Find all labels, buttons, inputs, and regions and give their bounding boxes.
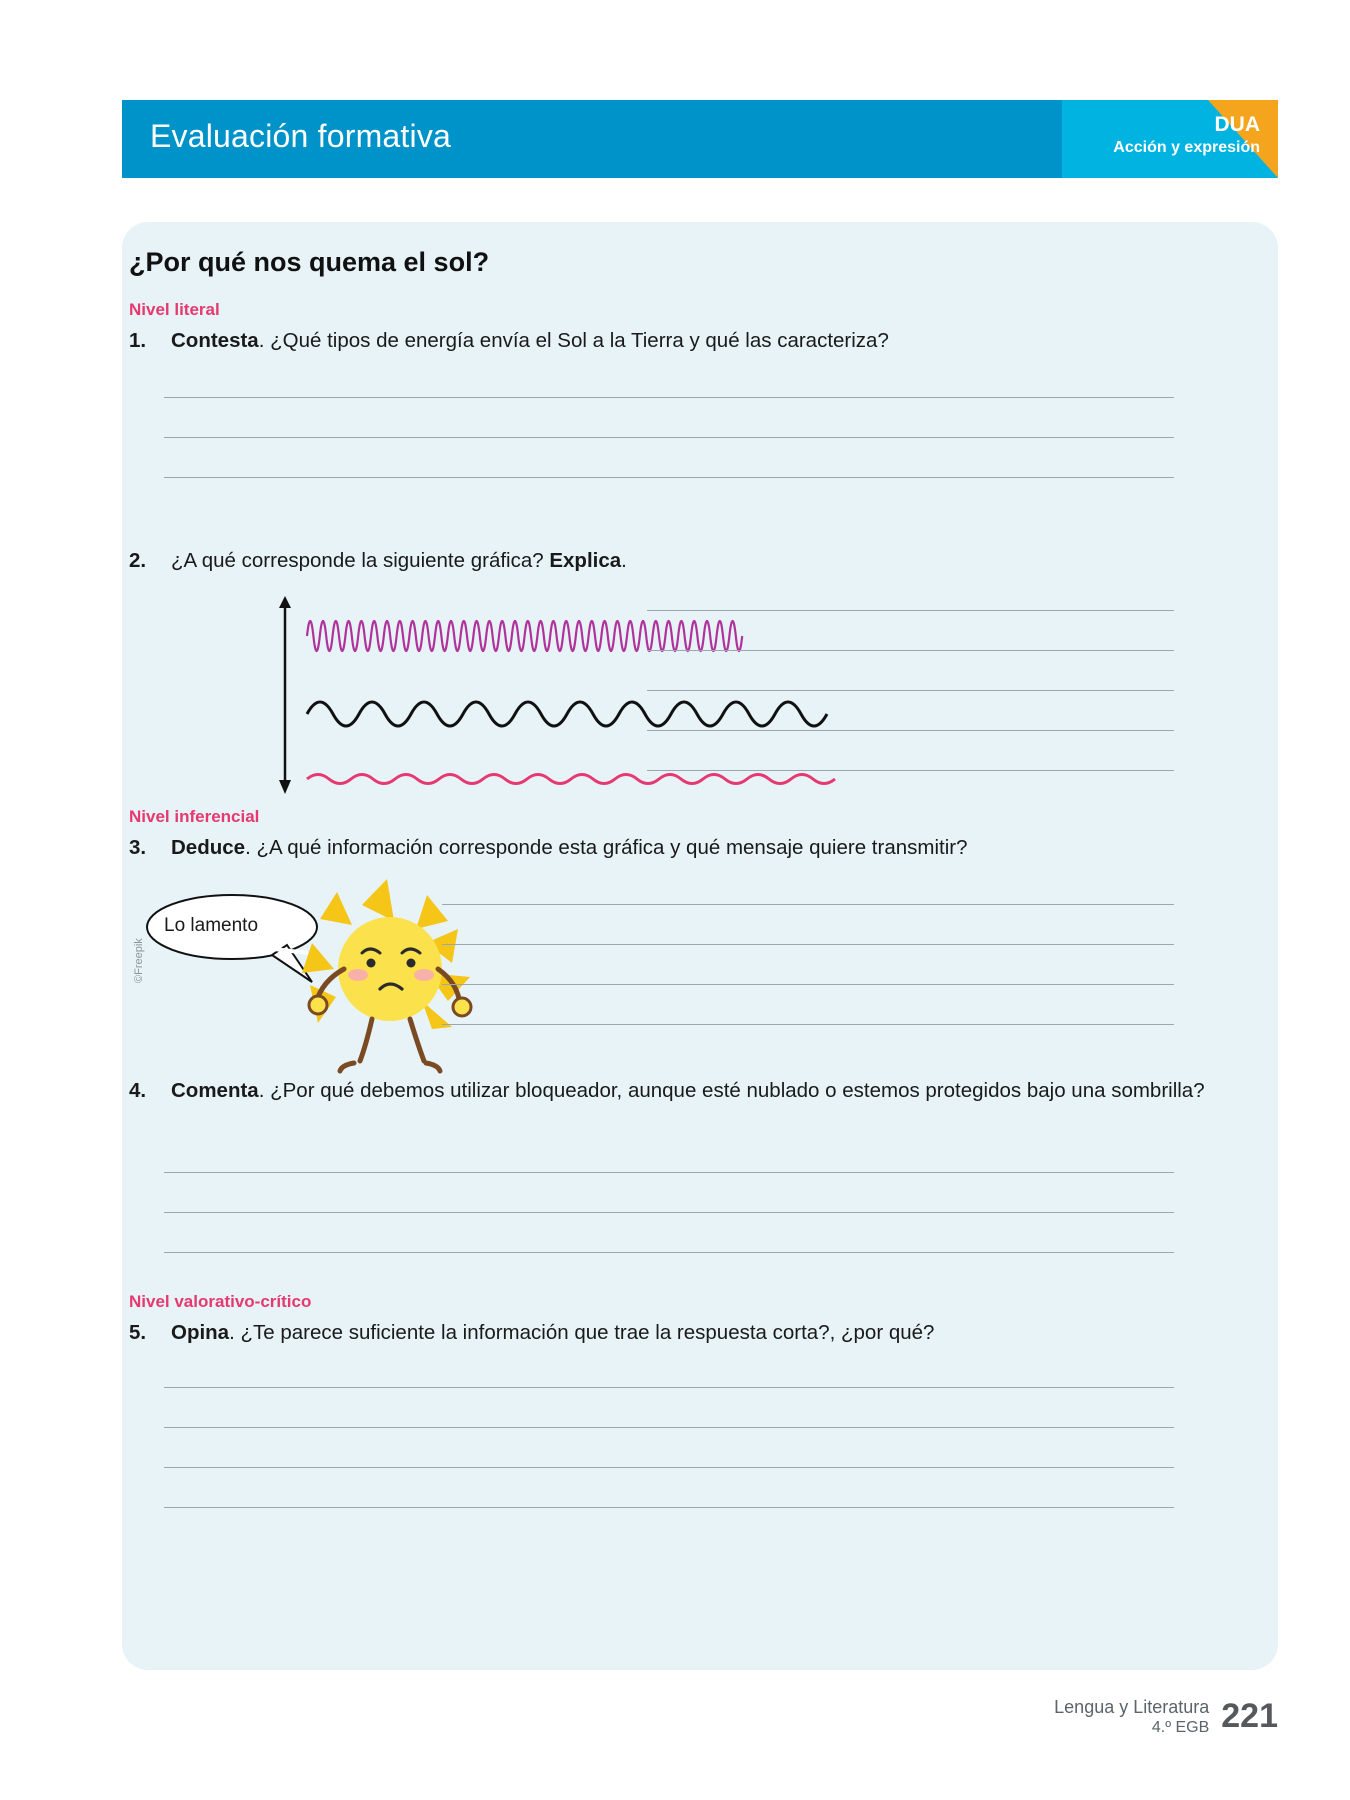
- question-3-text: . ¿A qué información corresponde esta gráfica y qué mensaje quiere transmitir?: [245, 836, 968, 859]
- answer-line[interactable]: [164, 477, 1174, 478]
- question-1-number: 1.: [129, 329, 147, 352]
- footer-subject: Lengua y Literatura: [1054, 1696, 1210, 1717]
- image-credit: ©Freepik: [133, 938, 145, 983]
- answer-line[interactable]: [442, 984, 1174, 985]
- answer-line[interactable]: [164, 1172, 1174, 1173]
- answer-line[interactable]: [164, 1212, 1174, 1213]
- question-item-5: [129, 1319, 1239, 1347]
- question-5-verb: Opina: [171, 1321, 230, 1344]
- speech-bubble-text: Lo lamento: [164, 915, 259, 936]
- question-2-text-tail: .: [621, 549, 627, 572]
- question-5-number: 5.: [129, 1321, 147, 1344]
- question-4-verb: Comenta: [171, 1079, 259, 1102]
- answer-line[interactable]: [164, 1507, 1174, 1508]
- sun-svg: [122, 877, 542, 1077]
- dua-badge: [1113, 112, 1260, 158]
- page-number: 221: [1221, 1697, 1278, 1736]
- answer-line[interactable]: [442, 904, 1174, 905]
- answer-line[interactable]: [647, 610, 1174, 611]
- question-5-text: . ¿Te parece suficiente la información que trae la respuesta corta?, ¿por qué?: [229, 1321, 935, 1344]
- footer-text-block: [1054, 1696, 1209, 1739]
- answer-line[interactable]: [647, 730, 1174, 731]
- dua-subtitle: Acción y expresión: [1113, 139, 1260, 157]
- question-2-text: ¿A qué corresponde la siguiente gráfica?: [171, 549, 550, 572]
- question-3-verb: Deduce: [171, 836, 246, 859]
- question-item-2: [129, 547, 1229, 575]
- answer-line[interactable]: [164, 437, 1174, 438]
- answer-line[interactable]: [647, 690, 1174, 691]
- answer-line[interactable]: [164, 1467, 1174, 1468]
- question-4-number: 4.: [129, 1079, 147, 1102]
- question-item-3: [129, 834, 1239, 862]
- footer-grade: 4.º EGB: [1151, 1719, 1210, 1736]
- content-panel: [122, 222, 1278, 1670]
- wave-svg: [277, 594, 837, 799]
- question-item-1: [129, 327, 1229, 355]
- sun-illustration: [122, 877, 542, 1077]
- question-2-verb: Explica: [549, 549, 622, 572]
- level-label-literal: Nivel literal: [129, 300, 220, 319]
- question-1-text: . ¿Qué tipos de energía envía el Sol a la Tierra y qué las caracteriza?: [258, 329, 889, 352]
- answer-line[interactable]: [647, 650, 1174, 651]
- question-1-verb: Contesta: [171, 329, 259, 352]
- wave-diagram: [277, 594, 837, 799]
- dua-title: DUA: [1214, 113, 1260, 136]
- answer-line[interactable]: [164, 1387, 1174, 1388]
- level-label-inferential: Nivel inferencial: [129, 807, 260, 826]
- answer-line[interactable]: [164, 1427, 1174, 1428]
- page-header: [122, 100, 1278, 178]
- answer-line[interactable]: [647, 770, 1174, 771]
- level-label-critical: Nivel valorativo-crítico: [129, 1292, 312, 1311]
- answer-line[interactable]: [164, 1252, 1174, 1253]
- answer-line[interactable]: [442, 944, 1174, 945]
- question-2-number: 2.: [129, 549, 147, 572]
- page-title: Evaluación formativa: [150, 118, 452, 154]
- question-4-text: . ¿Por qué debemos utilizar bloqueador, aunque esté nublado o estemos protegidos bajo una sombrilla?: [258, 1079, 1205, 1102]
- question-item-4: [129, 1077, 1239, 1105]
- question-set-title: ¿Por qué nos quema el sol?: [129, 247, 490, 277]
- page-footer: [1054, 1696, 1278, 1739]
- question-3-number: 3.: [129, 836, 147, 859]
- answer-line[interactable]: [442, 1024, 1174, 1025]
- answer-line[interactable]: [164, 397, 1174, 398]
